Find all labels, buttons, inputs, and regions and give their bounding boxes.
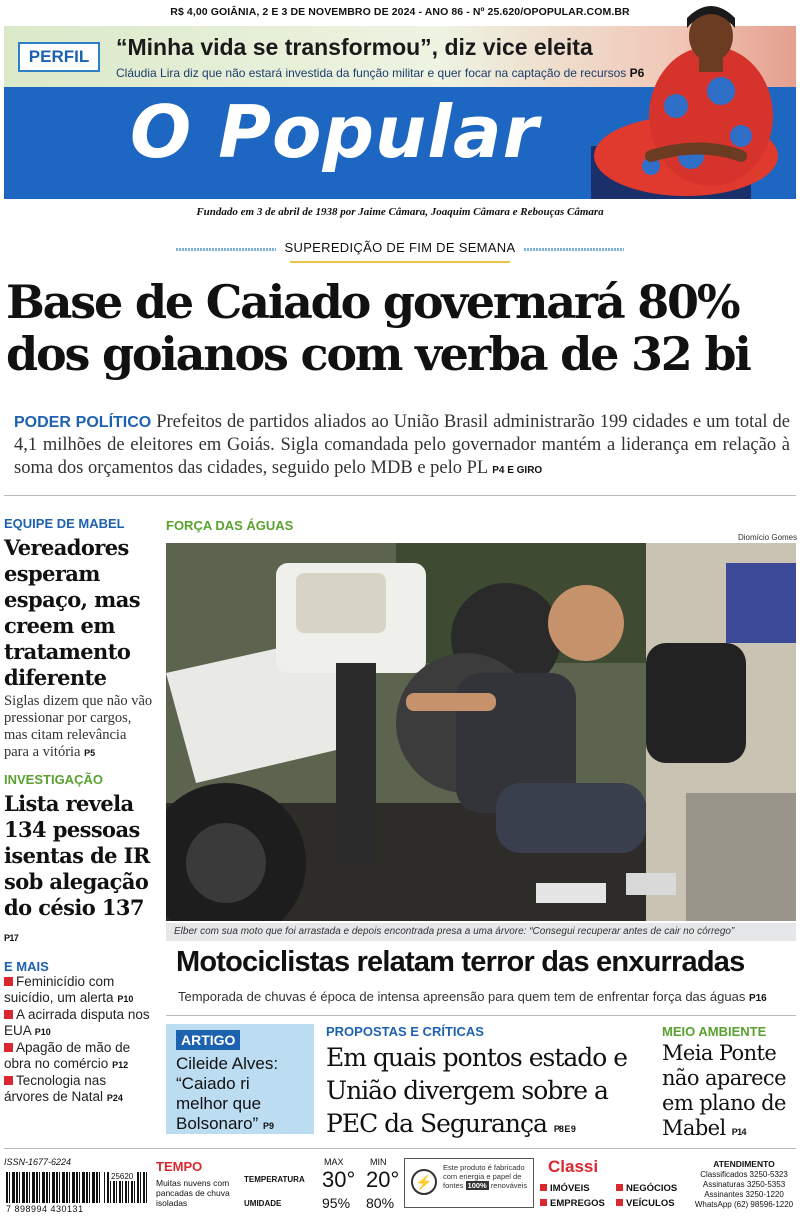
story1-kicker: EQUIPE DE MABEL — [4, 516, 125, 531]
feature-subtitle: Temporada de chuvas é época de intensa apreensão para quem tem de enfrentar força das águas P16 — [178, 989, 767, 1004]
founding-line: Fundado em 3 de abril de 1938 por Jaime Câmara, Joaquim Câmara e Rebouças Câmara — [196, 206, 604, 218]
edition-underline — [290, 261, 510, 263]
masthead — [4, 26, 796, 199]
temp-min: 20° — [366, 1167, 400, 1192]
main-page-ref: P4 E GIRO — [492, 465, 543, 476]
max-label: MAX — [324, 1157, 344, 1167]
meio-headline[interactable]: Meia Ponte não aparece em plano de Mabel P14 — [662, 1041, 786, 1140]
story2-kicker: INVESTIGAÇÃO — [4, 772, 103, 787]
left-column — [4, 516, 154, 1106]
perfil-headline[interactable]: “Minha vida se transformou”, diz vice eleita — [116, 34, 593, 60]
propostas-headline[interactable]: Em quais pontos estado e União divergem sobre a PEC da Segurança P8 E 9 — [326, 1043, 628, 1138]
perfil-tag[interactable]: PERFIL — [18, 42, 100, 72]
meio-kicker: MEIO AMBIENTE — [662, 1024, 767, 1039]
feature-headline[interactable]: Motociclistas relatam terror das enxurradas — [176, 946, 745, 978]
propostas-story — [326, 1024, 646, 1146]
vice-mayor-photo — [591, 6, 786, 199]
footer — [4, 1155, 796, 1215]
temperature-label: TEMPERATURA — [244, 1175, 305, 1184]
newspaper-logo[interactable]: O Popular — [130, 90, 540, 174]
story2-headline[interactable]: Lista revela 134 pessoas isentas de IR sob alegação do césio 137 P17 — [4, 791, 150, 943]
photo-caption: Elber com sua moto que foi arrastada e depois encontrada presa a uma árvore: “Consegui recuperar antes de cair no córrego” — [166, 923, 796, 941]
emais-item[interactable]: A acirrada disputa nos EUA P10 — [4, 1007, 150, 1038]
humidity-label: UMIDADE — [244, 1199, 282, 1208]
temp-max: 30° — [322, 1167, 356, 1192]
story1-headline[interactable]: Vereadores esperam espaço, mas creem em tratamento diferente — [4, 535, 140, 690]
edition-label: SUPEREDIÇÃO DE FIM DE SEMANA — [284, 240, 516, 255]
emais-list — [4, 974, 154, 1106]
barcode-number: 7 898994 430131 — [6, 1204, 84, 1214]
main-headline[interactable]: Base de Caiado governará 80% dos goianos com verba de 32 bi — [6, 275, 750, 381]
meio-ambiente-story — [662, 1024, 796, 1145]
photo-credit: Diomício Gomes — [738, 533, 798, 542]
main-deck — [14, 411, 790, 482]
humidity-max: 95% — [322, 1195, 351, 1211]
dateline: R$ 4,00 GOIÂNIA, 2 E 3 DE NOVEMBRO DE 2024 - ANO 86 - Nº 25.620/OPOPULAR.COM.BR — [170, 6, 630, 18]
weather-description: Muitas nuvens com pancadas de chuva isoladas — [156, 1178, 230, 1208]
classi-imoveis[interactable]: IMÓVEIS — [540, 1183, 590, 1194]
classi-empregos[interactable]: EMPREGOS — [540, 1198, 605, 1209]
classi-label[interactable]: Classi — [548, 1157, 599, 1176]
emais-item[interactable]: Apagão de mão de obra no comércio P12 — [4, 1040, 131, 1071]
barcode — [6, 1172, 100, 1203]
artigo-tag: ARTIGO — [176, 1030, 240, 1050]
min-label: MIN — [370, 1157, 387, 1167]
artigo-text: Cileide Alves: “Caiado ri melhor que Bolsonaro” P9 — [176, 1054, 279, 1133]
feature-photo[interactable] — [166, 543, 796, 921]
edition-code: 25620 — [111, 1172, 134, 1181]
humidity-min: 80% — [366, 1195, 395, 1211]
emais-kicker: E MAIS — [4, 959, 49, 974]
contact-info: ATENDIMENTO Classificados 3250-5323 Assinaturas 3250-5353 Assinantes 3250-1220 WhatsApp (62) 98596-1220 — [694, 1159, 794, 1209]
weather-label: TEMPO — [156, 1159, 203, 1174]
main-kicker: PODER POLÍTICO — [14, 414, 152, 431]
renewable-energy-box: ⚡ Este produto é fabricado com energia e papel de fontes 100% renováveis — [404, 1158, 534, 1208]
section-divider — [4, 495, 796, 496]
artigo-box[interactable] — [166, 1024, 314, 1134]
energy-icon: ⚡ — [411, 1169, 437, 1195]
footer-divider — [4, 1148, 796, 1149]
main-deck-text: Prefeitos de partidos aliados ao União Brasil administrarão 199 cidades e um total de 4,1 milhões de eleitores em Goiás. Sigla comandada pelo governador mantém a liderança em relação à soma dos orçamentos das cidades, seguido pelo MDB e pelo PL — [14, 412, 791, 478]
story1-summary: Siglas dizem que não vão pressionar por cargos, mas citam relevância para a vitória P5 — [4, 693, 153, 760]
emais-item[interactable]: Tecnologia nas árvores de Natal P24 — [4, 1073, 123, 1104]
emais-item[interactable]: Feminicídio com suicídio, um alerta P10 — [4, 974, 134, 1005]
issn: ISSN-1677-6224 — [4, 1157, 72, 1167]
perfil-page: P6 — [629, 66, 645, 80]
classi-veiculos[interactable]: VEÍCULOS — [616, 1198, 675, 1209]
feature-kicker: FORÇA DAS ÁGUAS — [166, 518, 294, 533]
propostas-kicker: PROPOSTAS E CRÍTICAS — [326, 1024, 484, 1039]
lower-divider — [166, 1015, 796, 1016]
perfil-subtitle: Cláudia Lira diz que não estará investida da função militar e quer focar na captação de recursos P6 — [116, 66, 645, 80]
whatsapp-contact[interactable]: WhatsApp (62) 98596-1220 — [694, 1200, 794, 1209]
classi-negocios[interactable]: NEGÓCIOS — [616, 1183, 677, 1194]
